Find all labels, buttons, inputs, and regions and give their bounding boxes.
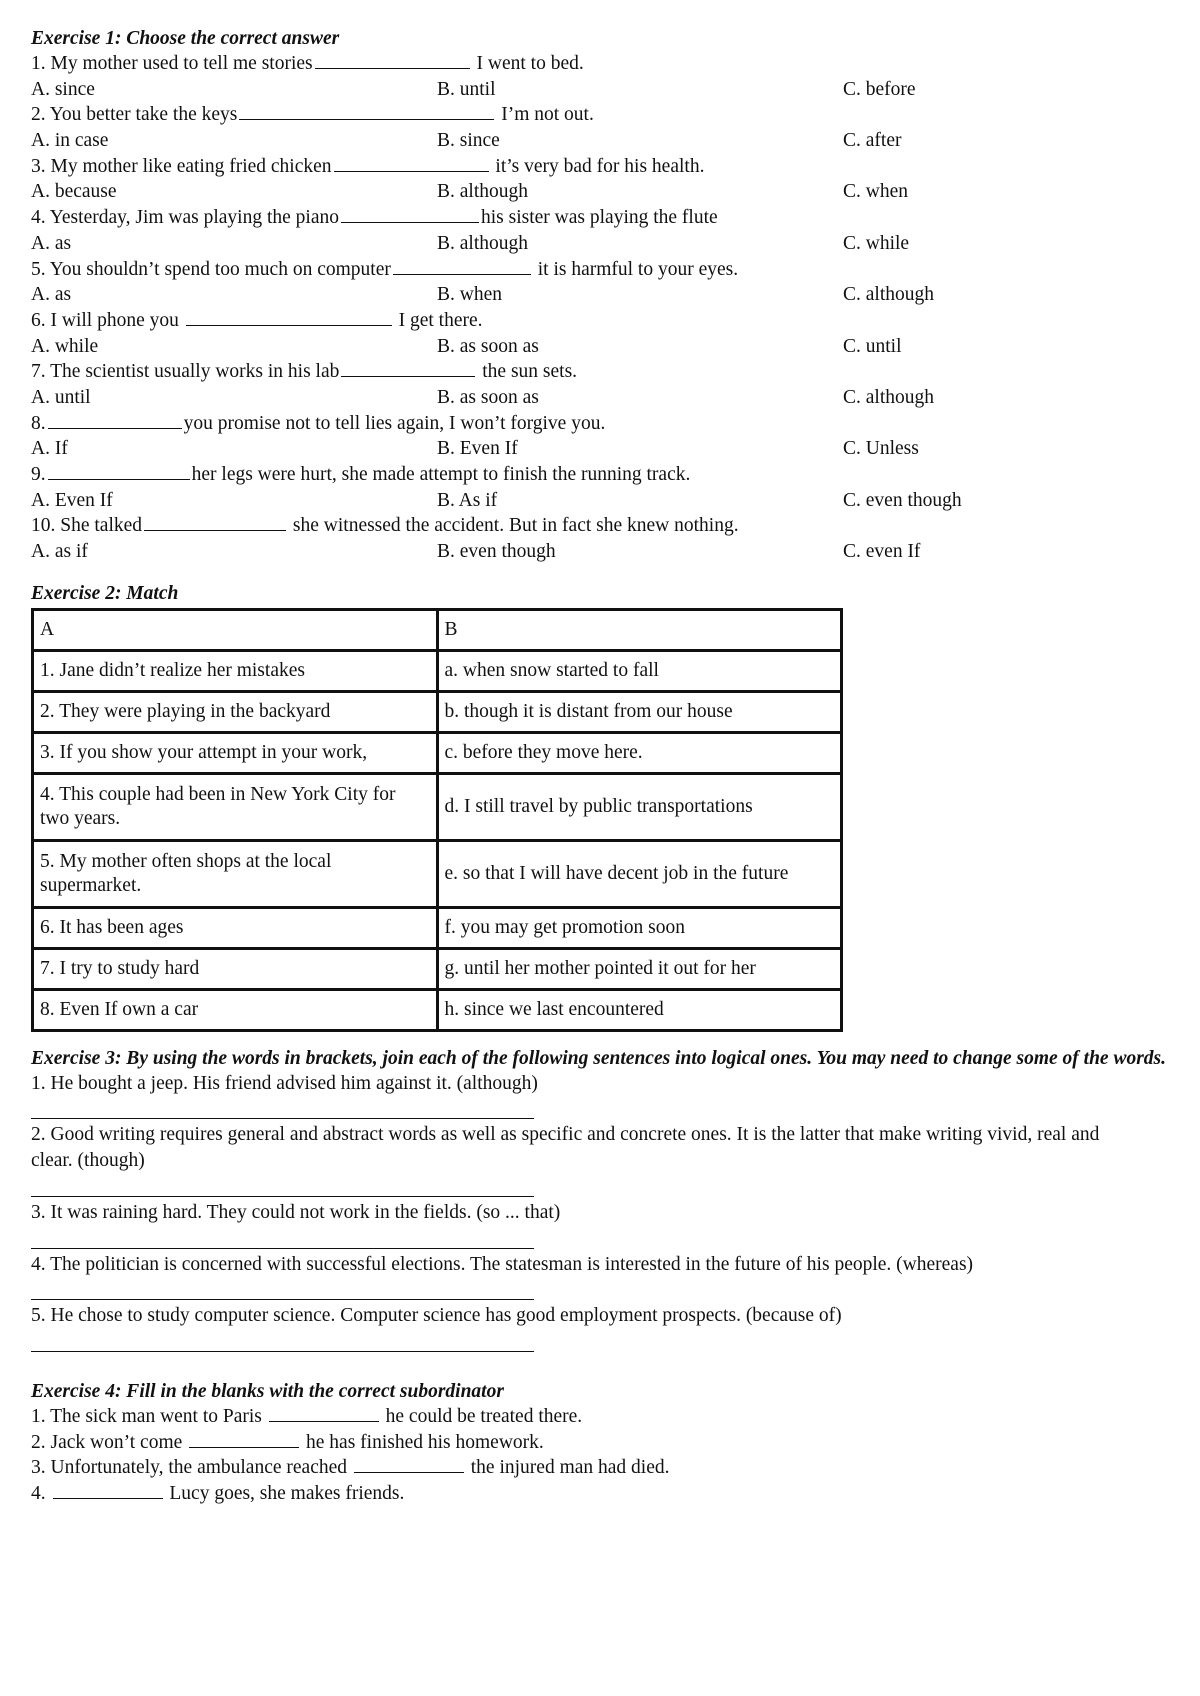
- options-row: [31, 128, 1181, 154]
- option-a[interactable]: A. because: [31, 181, 117, 203]
- exercise-3-title: Exercise 3: By using the words in brackets, join each of the following sentences into logical ones. You may need to change some of the words.: [31, 1047, 1167, 1069]
- question-text: I get there.: [393, 309, 483, 331]
- exercise-4: [31, 1379, 1181, 1507]
- worksheet-page: [31, 26, 1181, 1507]
- fill-text: 2. Jack won’t come: [31, 1431, 188, 1453]
- question-text: 6. I will phone you: [31, 309, 184, 331]
- question-line: [31, 51, 1181, 77]
- option-b[interactable]: B. when: [437, 284, 502, 306]
- fill-text: the injured man had died.: [465, 1457, 670, 1479]
- answer-blank[interactable]: [354, 1456, 464, 1473]
- question-text: her legs were hurt, she made attempt to finish the running track.: [191, 464, 691, 485]
- table-row: [33, 840, 842, 907]
- options-row: [31, 436, 1181, 462]
- column-a-cell: 2. They were playing in the backyard: [33, 691, 438, 732]
- answer-line[interactable]: [31, 1329, 534, 1352]
- exercise-1-title: Exercise 1: Choose the correct answer: [31, 28, 340, 49]
- question-line: [31, 513, 1181, 539]
- question-text: 1. My mother used to tell me stories: [31, 53, 313, 74]
- sentence-item: 3. It was raining hard. They could not work in the fields. (so ... that): [31, 1201, 561, 1223]
- fill-text: he could be treated there.: [380, 1405, 583, 1427]
- option-b[interactable]: B. as soon as: [437, 335, 539, 357]
- sentence-item: 2. Good writing requires general and abstract words as well as specific and concrete ones. It is the latter that make writing vivid, real and clear. (though): [31, 1124, 1100, 1172]
- sentence-item: 5. He chose to study computer science. Computer science has good employment prospects. (because of): [31, 1305, 842, 1327]
- question-text: 5. You shouldn’t spend too much on computer: [31, 258, 391, 280]
- question-text: 9.: [31, 464, 46, 485]
- section-gap: [31, 1032, 1181, 1046]
- question-text: I’m not out.: [496, 104, 594, 126]
- answer-blank[interactable]: [186, 309, 392, 326]
- question-text: 8.: [31, 412, 46, 434]
- option-b[interactable]: B. although: [437, 232, 528, 254]
- question-line: [31, 154, 1181, 180]
- column-a-header: A: [33, 609, 438, 650]
- question-text: I went to bed.: [471, 53, 584, 74]
- options-row: [31, 385, 1181, 411]
- option-b[interactable]: B. even though: [437, 541, 556, 563]
- option-a[interactable]: A. while: [31, 335, 99, 357]
- question-line: [31, 102, 1181, 128]
- answer-blank[interactable]: [48, 412, 182, 429]
- column-b-cell: d. I still travel by public transportations: [437, 773, 842, 840]
- answer-blank[interactable]: [144, 514, 286, 531]
- option-c[interactable]: C. while: [843, 232, 910, 254]
- fill-item: [31, 1404, 1181, 1430]
- answer-blank[interactable]: [269, 1405, 379, 1422]
- exercise-2-title: Exercise 2: Match: [31, 582, 179, 604]
- option-a[interactable]: A. Even If: [31, 489, 113, 511]
- answer-blank[interactable]: [48, 463, 190, 480]
- option-c[interactable]: C. although: [843, 284, 934, 306]
- option-b[interactable]: B. As if: [437, 489, 498, 511]
- fill-text: 3. Unfortunately, the ambulance reached: [31, 1457, 352, 1479]
- question-text: it is harmful to your eyes.: [532, 258, 739, 280]
- options-row: [31, 77, 1181, 103]
- table-row: [33, 650, 842, 691]
- answer-blank[interactable]: [334, 155, 489, 172]
- answer-blank[interactable]: [315, 52, 470, 69]
- question-text: 10. She talked: [31, 515, 143, 537]
- fill-item: [31, 1430, 1181, 1456]
- answer-blank[interactable]: [341, 360, 475, 377]
- exercise-2: [31, 581, 1181, 1032]
- option-c[interactable]: C. even If: [843, 541, 921, 563]
- question-text: it’s very bad for his health.: [490, 155, 705, 177]
- option-b[interactable]: B. Even If: [437, 438, 518, 460]
- options-row: [31, 539, 1181, 565]
- question-text: 3. My mother like eating fried chicken: [31, 155, 332, 177]
- answer-line[interactable]: [31, 1174, 534, 1197]
- table-row: [33, 732, 842, 773]
- table-row: [33, 773, 842, 840]
- fill-item: [31, 1481, 1181, 1507]
- option-b[interactable]: B. until: [437, 78, 496, 100]
- option-a[interactable]: A. as if: [31, 541, 88, 563]
- section-gap: [31, 565, 1181, 581]
- column-a-cell: 6. It has been ages: [33, 907, 438, 948]
- column-b-cell: a. when snow started to fall: [437, 650, 842, 691]
- option-a[interactable]: A. If: [31, 438, 68, 460]
- column-a-cell: 8. Even If own a car: [33, 989, 438, 1030]
- option-a[interactable]: A. as: [31, 232, 72, 254]
- column-a-cell: 7. I try to study hard: [33, 948, 438, 989]
- column-a-cell: 5. My mother often shops at the local supermarket.: [33, 840, 438, 907]
- fill-text: 4.: [31, 1482, 51, 1504]
- answer-line[interactable]: [31, 1277, 534, 1300]
- table-row: [33, 989, 842, 1030]
- option-a[interactable]: A. since: [31, 78, 95, 100]
- question-text: 7. The scientist usually works in his lab: [31, 361, 340, 383]
- option-c[interactable]: C. even though: [843, 489, 962, 511]
- option-b[interactable]: B. although: [437, 181, 528, 203]
- answer-blank[interactable]: [393, 258, 531, 275]
- section-gap: [31, 1355, 1181, 1379]
- column-b-cell: h. since we last encountered: [437, 989, 842, 1030]
- option-c[interactable]: C. Unless: [843, 438, 919, 460]
- matching-table: [31, 608, 843, 1032]
- column-a-cell: 4. This couple had been in New York City for two years.: [33, 773, 438, 840]
- question-text: his sister was playing the flute: [481, 207, 718, 229]
- fill-text: 1. The sick man went to Paris: [31, 1405, 267, 1427]
- option-c[interactable]: C. when: [843, 181, 908, 203]
- fill-text: Lucy goes, she makes friends.: [164, 1482, 405, 1504]
- options-row: [31, 231, 1181, 257]
- question-text: 4. Yesterday, Jim was playing the piano: [31, 207, 339, 229]
- question-line: [31, 411, 1181, 437]
- option-a[interactable]: A. as: [31, 284, 72, 306]
- question-line: [31, 205, 1181, 231]
- option-b[interactable]: B. as soon as: [437, 386, 539, 408]
- question-text: the sun sets.: [477, 361, 578, 383]
- column-b-cell: c. before they move here.: [437, 732, 842, 773]
- table-row: [33, 691, 842, 732]
- column-b-cell: b. though it is distant from our house: [437, 691, 842, 732]
- question-text: you promise not to tell lies again, I won’t forgive you.: [183, 412, 606, 434]
- option-a[interactable]: A. in case: [31, 130, 109, 152]
- question-line: [31, 462, 1181, 488]
- fill-text: he has finished his homework.: [301, 1431, 544, 1453]
- option-a[interactable]: A. until: [31, 386, 91, 408]
- question-text: she witnessed the accident. But in fact she knew nothing.: [288, 515, 739, 537]
- fill-item: [31, 1455, 1181, 1481]
- column-a-cell: 3. If you show your attempt in your work,: [33, 732, 438, 773]
- option-c[interactable]: C. after: [843, 130, 902, 152]
- answer-blank[interactable]: [53, 1482, 163, 1499]
- sentence-item: 4. The politician is concerned with successful elections. The statesman is interested in the future of his people. (whereas): [31, 1253, 974, 1275]
- question-line: [31, 359, 1181, 385]
- question-text: 2. You better take the keys: [31, 104, 238, 126]
- column-b-cell: f. you may get promotion soon: [437, 907, 842, 948]
- column-b-cell: g. until her mother pointed it out for her: [437, 948, 842, 989]
- options-row: [31, 488, 1181, 514]
- answer-blank[interactable]: [341, 206, 479, 223]
- options-row: [31, 179, 1181, 205]
- table-header-row: [33, 609, 842, 650]
- question-line: [31, 308, 1181, 334]
- exercise-4-title: Exercise 4: Fill in the blanks with the correct subordinator: [31, 1380, 504, 1402]
- answer-blank[interactable]: [239, 103, 494, 120]
- answer-line[interactable]: [31, 1226, 534, 1249]
- option-c[interactable]: C. before: [843, 78, 916, 100]
- column-b-cell: e. so that I will have decent job in the future: [437, 840, 842, 907]
- options-row: [31, 282, 1181, 308]
- exercise-3: [31, 1046, 1181, 1352]
- column-b-header: B: [437, 609, 842, 650]
- answer-blank[interactable]: [189, 1431, 299, 1448]
- question-line: [31, 257, 1181, 283]
- option-c[interactable]: C. until: [843, 335, 902, 357]
- column-a-cell: 1. Jane didn’t realize her mistakes: [33, 650, 438, 691]
- option-c[interactable]: C. although: [843, 386, 934, 408]
- options-row: [31, 334, 1181, 360]
- table-row: [33, 907, 842, 948]
- table-row: [33, 948, 842, 989]
- option-b[interactable]: B. since: [437, 130, 500, 152]
- sentence-item: 1. He bought a jeep. His friend advised him against it. (although): [31, 1072, 538, 1094]
- exercise-1: [31, 26, 1181, 565]
- answer-line[interactable]: [31, 1096, 534, 1119]
